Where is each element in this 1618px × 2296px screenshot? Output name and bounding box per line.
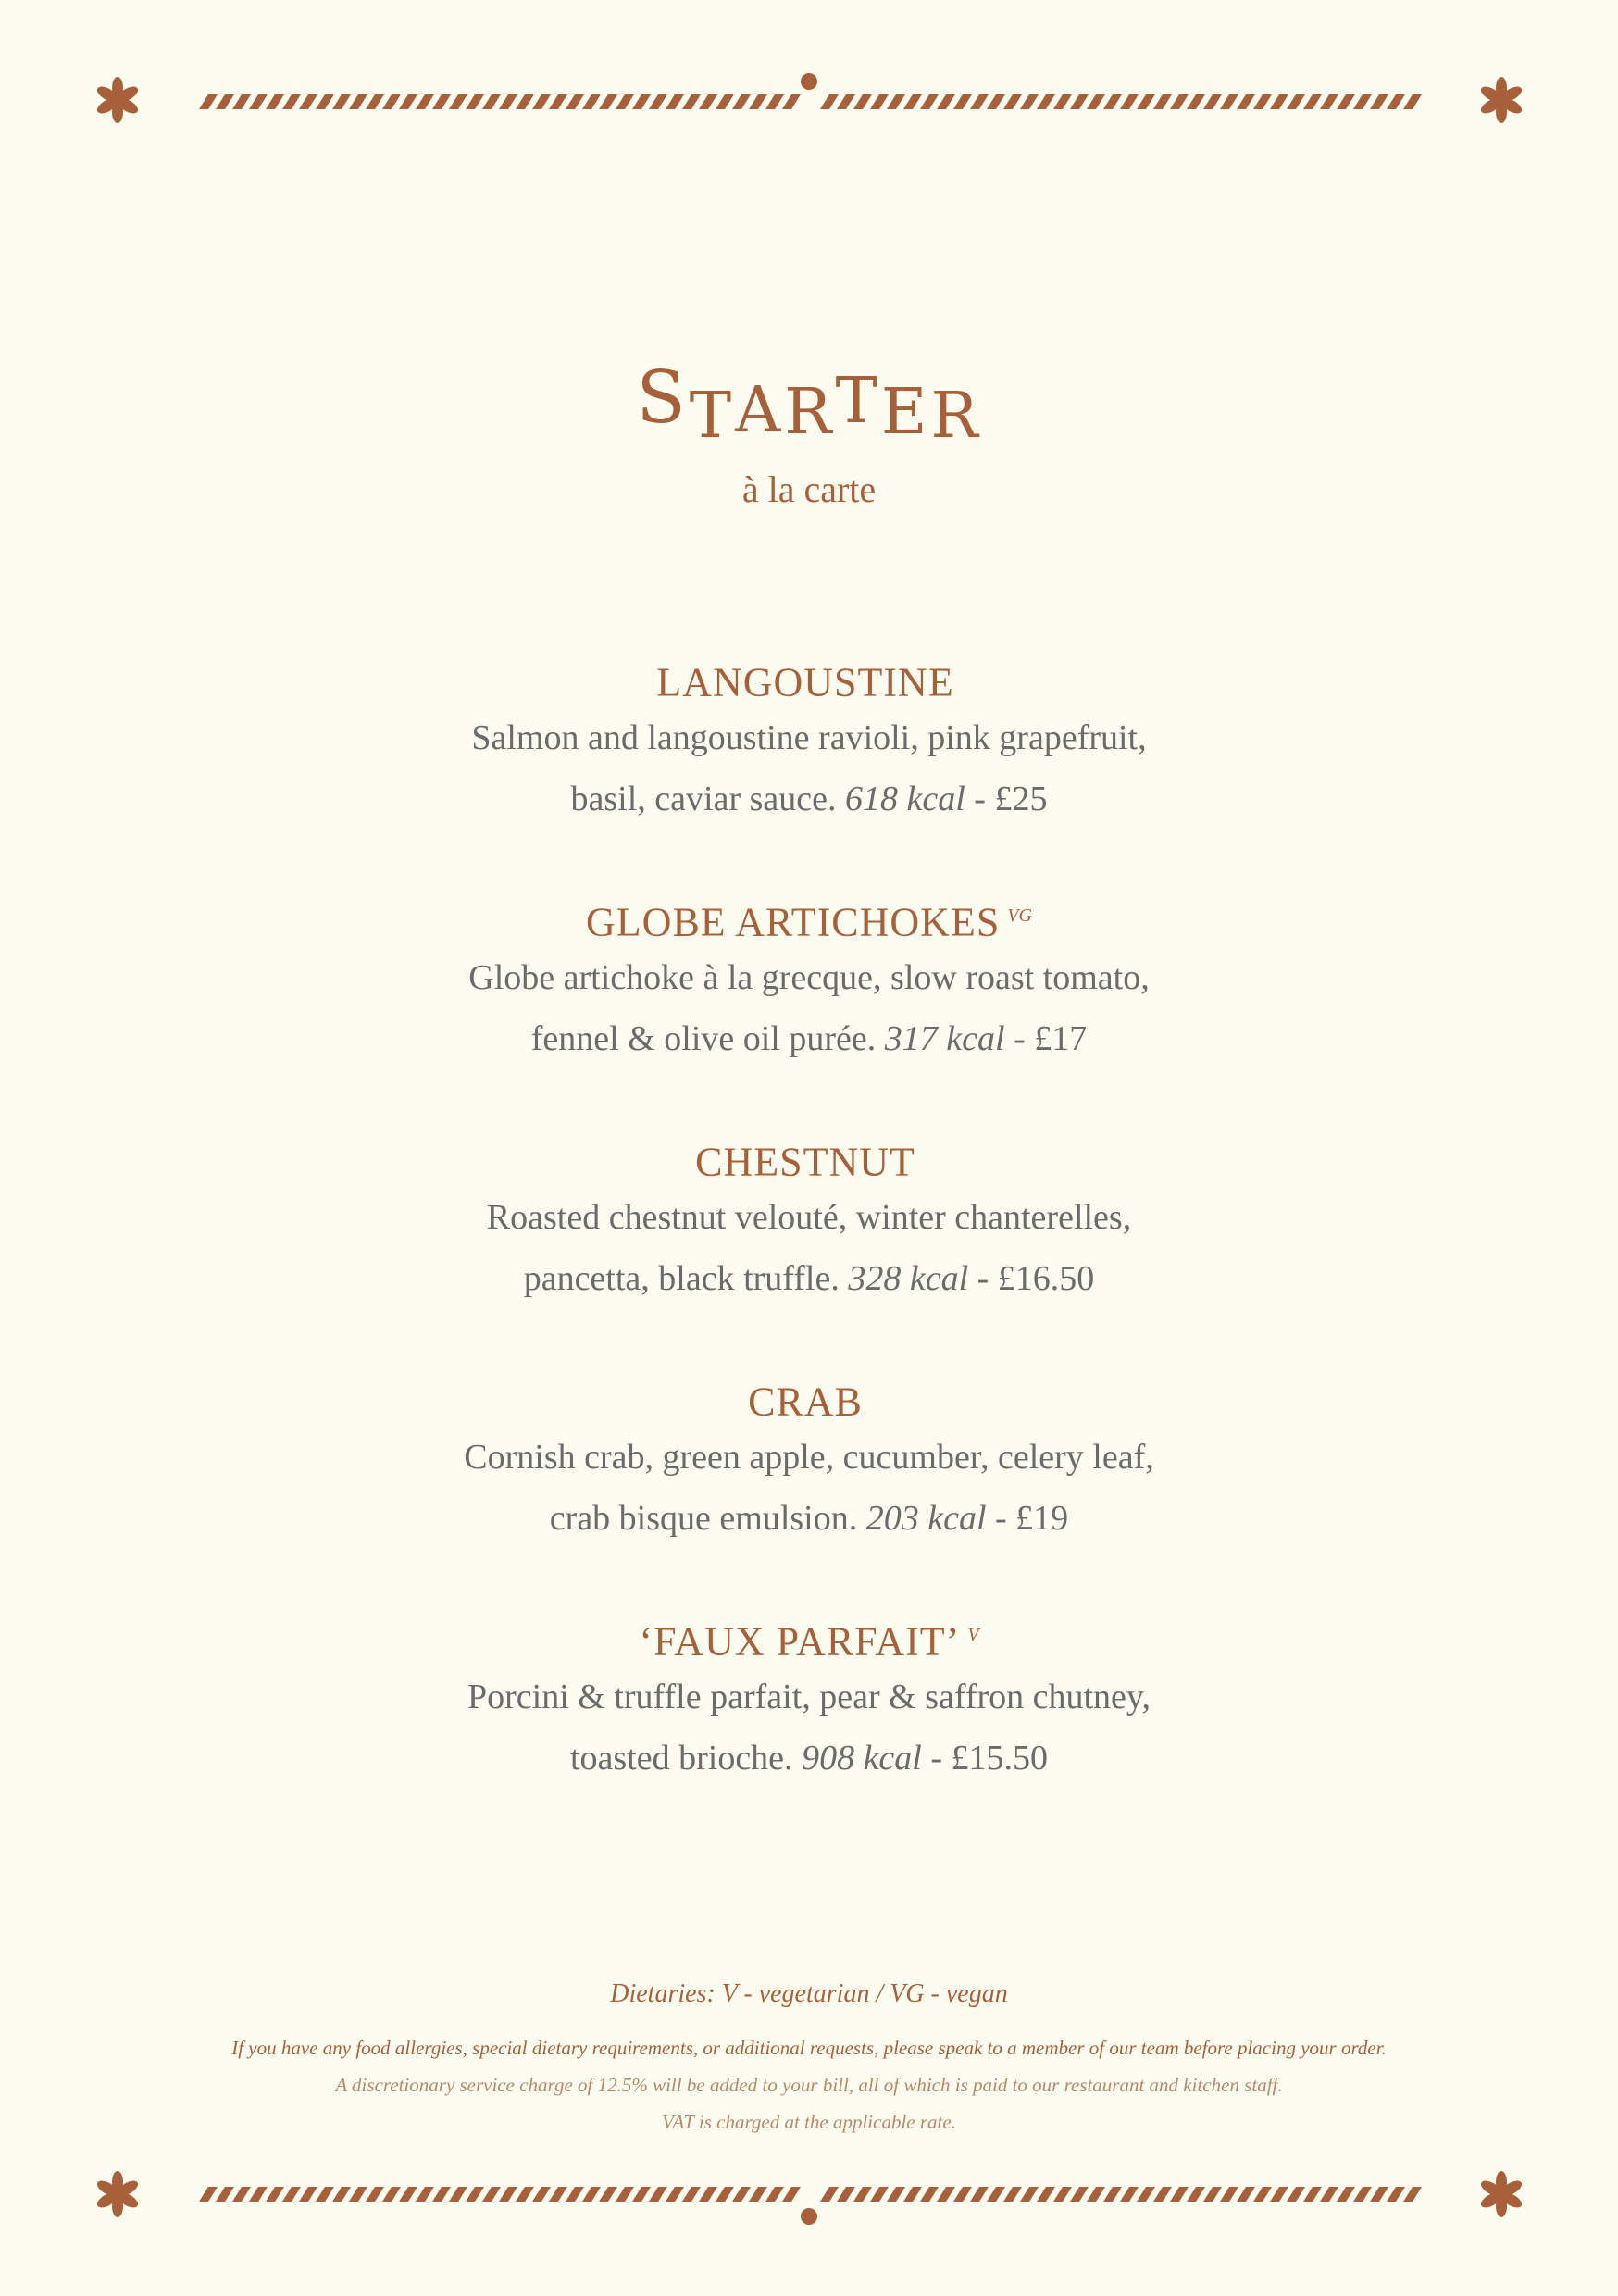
dish-desc-line1: Roasted chestnut velouté, winter chanterelles, (486, 1198, 1132, 1237)
dish-desc-line2: basil, caviar sauce. 618 kcal - £25 (570, 780, 1048, 818)
dish-desc-line2: fennel & olive oil purée. 317 kcal - £17 (530, 1019, 1088, 1058)
allergy-notice: If you have any food allergies, special dietary requirements, or additional requests, please speak to a member of our team before placing your order. (231, 2037, 1387, 2059)
service-charge-notice: A discretionary service charge of 12.5% will be added to your bill, all of which is paid to our restaurant and kitchen staff. (335, 2074, 1283, 2096)
dish-kcal: 203 kcal (865, 1499, 987, 1538)
dish-desc-line2: crab bisque emulsion. 203 kcal - £19 (549, 1499, 1069, 1538)
dish-desc-line2: toasted brioche. 908 kcal - £15.50 (569, 1739, 1049, 1778)
dish-item (0, 1607, 1618, 1789)
dish-price: - £25 (974, 780, 1048, 818)
menu-subtitle: à la carte (741, 468, 877, 510)
title-letter: A (735, 374, 785, 447)
title-letter: T (689, 380, 736, 453)
dish-description (0, 1666, 1618, 1789)
dish-name: CHESTNUT (695, 1139, 915, 1185)
rope-right-top (820, 94, 1422, 110)
rope-left-bottom (199, 2186, 801, 2202)
menu-title (0, 356, 1618, 453)
dish-price: - £19 (995, 1499, 1069, 1538)
rope-center-dot-top (801, 73, 817, 90)
rope-left-top (199, 94, 801, 110)
dish-kcal: 317 kcal (884, 1019, 1005, 1058)
vat-notice: VAT is charged at the applicable rate. (662, 2111, 956, 2133)
title-letter: R (930, 380, 982, 453)
top-rope-border (0, 37, 1618, 148)
title-letter: R (784, 376, 836, 449)
dish-name: ‘FAUX PARFAIT’ $^V$ (639, 1618, 979, 1665)
dish-name: LANGOUSTINE (656, 659, 954, 705)
flower-icon-top-right (1478, 77, 1524, 123)
dish-description (0, 1427, 1618, 1549)
dietary-tag: VG (1007, 905, 1032, 926)
dish-item (0, 1128, 1618, 1309)
dish-item (0, 1367, 1618, 1549)
dish-name: GLOBE ARTICHOKES $^{VG}$ (586, 899, 1032, 945)
dish-kcal: 618 kcal (845, 780, 965, 818)
flower-icon-bottom-left (94, 2171, 140, 2217)
bottom-rope-border (0, 2148, 1618, 2259)
title-letter: E (880, 376, 931, 449)
dish-price: - £15.50 (930, 1739, 1049, 1778)
rope-center-dot-bottom (801, 2208, 817, 2225)
dish-price: - £16.50 (977, 1259, 1095, 1298)
dish-kcal: 328 kcal (848, 1259, 969, 1298)
title-letter: S (636, 356, 690, 440)
rope-right-bottom (820, 2186, 1422, 2202)
dish-desc-line1: Salmon and langoustine ravioli, pink grapefruit, (471, 718, 1147, 757)
dish-desc-line1: Porcini & truffle parfait, pear & saffron chutney, (467, 1678, 1151, 1716)
dish-item (0, 648, 1618, 830)
title-letter: T (835, 365, 881, 438)
dish-item (0, 888, 1618, 1069)
dish-kcal: 908 kcal (802, 1739, 922, 1778)
dish-description (0, 707, 1618, 830)
dietary-tag: V (967, 1625, 979, 1645)
dietaries-legend: Dietaries: V - vegetarian / VG - vegan (610, 1979, 1008, 2008)
dish-desc-line2: pancetta, black truffle. 328 kcal - £16.50 (523, 1259, 1095, 1298)
dish-desc-line1: Cornish crab, green apple, cucumber, celery leaf, (464, 1438, 1154, 1477)
dish-name: CRAB (748, 1379, 863, 1425)
dish-list (0, 648, 1618, 1847)
dish-desc-line1: Globe artichoke à la grecque, slow roast tomato, (468, 958, 1150, 997)
dish-description (0, 947, 1618, 1069)
dish-description (0, 1187, 1618, 1309)
dish-price: - £17 (1014, 1019, 1088, 1058)
title-word (636, 356, 982, 453)
flower-icon-bottom-right (1478, 2171, 1524, 2217)
flower-icon-top-left (94, 77, 140, 123)
